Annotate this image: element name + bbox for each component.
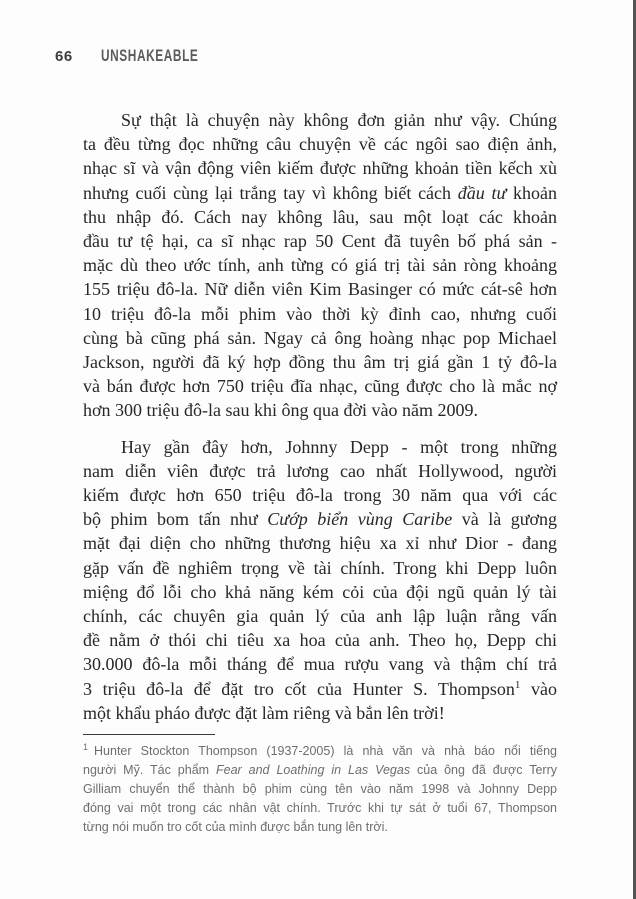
text-segment: đầu tư tệ hại, ca sĩ nhạc rap 50 Cent đã tuyên bố phá sản - [83, 231, 557, 252]
text-line [83, 277, 557, 301]
text-line [83, 302, 557, 326]
text-line [83, 398, 557, 422]
text-line [83, 628, 557, 652]
text-segment: thu nhập đó. Cách nay không lâu, sau một loạt các khoản [83, 206, 557, 227]
text-line [83, 531, 557, 555]
text-line [83, 253, 557, 277]
text-segment: người Mỹ. Tác phẩm [83, 763, 217, 778]
text-segment: Jackson, người đã ký hợp đồng thu âm trị giá gần 1 tỷ đô-la [83, 352, 557, 373]
text-segment: Fear and Loathing in Las Vegas [216, 763, 411, 778]
text-segment: kiếm được hơn 650 triệu đô-la trong 30 năm qua với các [83, 485, 557, 506]
text-segment: hơn 300 triệu đô-la sau khi ông qua đời vào năm 2009. [83, 400, 478, 421]
text-line [83, 205, 557, 229]
footnote-separator [83, 734, 215, 735]
text-line [83, 780, 557, 799]
text-line [83, 326, 557, 350]
text-line [83, 459, 557, 483]
text-segment: bộ phim bom tấn như [83, 509, 268, 530]
text-segment: chính, các chuyên gia quản lý của anh lập luận rằng vấn [83, 606, 557, 627]
text-segment: khoản [506, 182, 557, 203]
paragraph [83, 435, 557, 725]
text-segment: của ông đã được Terry [410, 763, 557, 778]
text-line [83, 108, 557, 132]
text-segment: gặp vấn đề nghiêm trọng về tài chính. Trong khi Depp luôn [83, 557, 557, 578]
footnote [83, 742, 557, 837]
text-line [83, 435, 557, 459]
text-line [83, 604, 557, 628]
text-segment: 10 triệu đô-la mỗi phim vào thời kỳ đỉnh cao, nhưng cuối [83, 303, 557, 324]
footnote-reference: 1 [514, 678, 521, 691]
text-line [83, 701, 557, 725]
text-segment: và là gương [452, 509, 557, 530]
text-line [83, 507, 557, 531]
text-segment: Hunter Stockton Thompson (1937-2005) là nhà văn và nhà báo nổi tiếng [94, 744, 557, 759]
page-header [55, 47, 236, 66]
text-line [83, 761, 557, 780]
text-line [83, 818, 557, 837]
text-segment: cùng bà cũng phá sản. Ngay cả ông hoàng nhạc pop Michael [83, 327, 557, 348]
text-segment: ta đều từng đọc những câu chuyện về các ngôi sao điện ảnh, [83, 134, 557, 155]
text-segment: Gilliam chuyển thể thành bộ phim cùng tên vào năm 1998 và Johnny Depp [83, 782, 557, 797]
book-title: UNSHAKEABLE [100, 47, 199, 65]
text-segment: vào [520, 678, 557, 699]
text-segment: miệng đổ lỗi cho khả năng kém cỏi của đội ngũ quản lý tài [83, 581, 557, 602]
text-segment: Hay gần đây hơn, Johnny Depp - một trong những [121, 436, 557, 457]
text-segment: nhạc sĩ và vận động viên kiếm được những khoản tiền kếch xù [83, 158, 557, 179]
text-line [83, 374, 557, 398]
text-segment: mặc dù theo ước tính, anh từng có giá trị tài sản ròng khoảng [83, 255, 557, 276]
text-segment: mặt đại diện cho những thương hiệu xa xỉ như Dior - đang [83, 533, 557, 554]
paragraphs-container [83, 108, 557, 725]
text-segment: 155 triệu đô-la. Nữ diễn viên Kim Basinger có mức cát-sê hơn [83, 279, 557, 300]
text-line [83, 742, 557, 761]
text-block [83, 108, 557, 837]
text-segment: Sự thật là chuyện này không đơn giản như vậy. Chúng [121, 110, 557, 130]
text-segment: nhưng cuối cùng lại trắng tay vì không biết cách [83, 182, 458, 203]
text-segment: đóng vai một trong các nhân vật chính. Trước khi tự sát ở tuổi 67, Thompson [83, 801, 557, 816]
text-segment: nam diễn viên được trả lương cao nhất Hollywood, người [83, 460, 557, 481]
page-number: 66 [55, 48, 73, 65]
text-segment: Cướp biển vùng Caribe [267, 509, 453, 530]
text-line [83, 229, 557, 253]
text-line [83, 156, 557, 180]
text-line [83, 483, 557, 507]
text-line [83, 580, 557, 604]
text-segment: 3 triệu đô-la để đặt tro cốt của Hunter S. Thompson [83, 678, 515, 699]
text-line [83, 181, 557, 205]
text-line [83, 350, 557, 374]
text-segment: một khẩu pháo được đặt làm riêng và bắn lên trời! [83, 702, 445, 723]
text-segment: từng nói muốn tro cốt của mình được bắn tung lên trời. [83, 820, 388, 835]
paragraph [83, 108, 557, 423]
text-line [83, 652, 557, 676]
text-line [83, 132, 557, 156]
text-segment: đầu tư [457, 182, 507, 203]
text-segment: và bán được hơn 750 triệu đĩa nhạc, cũng được cho là mắc nợ [83, 376, 557, 397]
text-line [83, 799, 557, 818]
text-segment: đề nằm ở thói chi tiêu xa hoa của anh. Theo họ, Depp chi [83, 630, 557, 651]
text-line [83, 556, 557, 580]
text-line [83, 677, 557, 701]
text-segment: 30.000 đô-la mỗi tháng để mua rượu vang và thậm chí trả [83, 654, 557, 675]
footnote-reference: 1 [83, 741, 89, 752]
